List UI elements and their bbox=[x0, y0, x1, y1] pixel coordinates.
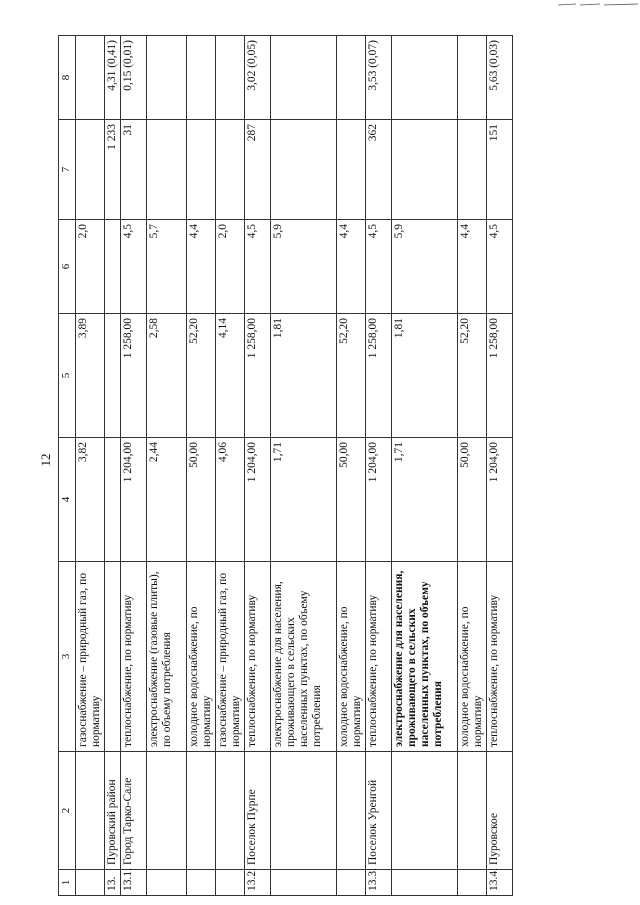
table-cell-col7 bbox=[187, 120, 216, 220]
rotated-table-wrapper bbox=[58, 36, 634, 896]
table-cell-col6: 4,4 bbox=[458, 220, 487, 314]
column-header-row bbox=[59, 36, 76, 896]
table-cell-col2 bbox=[271, 752, 337, 870]
table-row bbox=[487, 36, 513, 896]
table-cell-col4: 3,82 bbox=[76, 438, 105, 562]
table-cell-col4: 2,44 bbox=[147, 438, 187, 562]
table-row bbox=[392, 36, 458, 896]
table-cell-col1 bbox=[337, 870, 366, 896]
table-cell-col5: 1,81 bbox=[271, 314, 337, 438]
corner-scribble bbox=[556, 0, 640, 8]
table-cell-col3: теплоснабжение, по нормативу bbox=[245, 562, 271, 752]
table-cell-col3: электроснабжение для населения, проживающего в сельских населенных пунктах, по объему потребления bbox=[392, 562, 458, 752]
table-cell-col2 bbox=[76, 752, 105, 870]
table-cell-col3: холодное водоснабжение, по нормативу bbox=[458, 562, 487, 752]
table-cell-col6: 2,0 bbox=[216, 220, 245, 314]
table-cell-col5: 2,58 bbox=[147, 314, 187, 438]
table-cell-col6: 2,0 bbox=[76, 220, 105, 314]
column-header: 5 bbox=[59, 314, 76, 438]
table-row bbox=[271, 36, 337, 896]
table-cell-col2: Пуровский район bbox=[105, 752, 121, 870]
table-cell-col1 bbox=[187, 870, 216, 896]
table-cell-col6: 5,9 bbox=[271, 220, 337, 314]
table-cell-col7 bbox=[392, 120, 458, 220]
table-cell-col7: 1 233 bbox=[105, 120, 121, 220]
table-cell-col2 bbox=[458, 752, 487, 870]
column-header: 3 bbox=[59, 562, 76, 752]
table-cell-col4: 1,71 bbox=[392, 438, 458, 562]
table-cell-col4: 4,06 bbox=[216, 438, 245, 562]
table-cell-col3: теплоснабжение, по нормативу bbox=[487, 562, 513, 752]
table-row bbox=[121, 36, 147, 896]
table-cell-col2 bbox=[147, 752, 187, 870]
table-cell-col2: Пуровское bbox=[487, 752, 513, 870]
table-cell-col6: 5,7 bbox=[147, 220, 187, 314]
table-row bbox=[76, 36, 105, 896]
table-cell-col3: газоснабжение – природный газ, по нормативу bbox=[216, 562, 245, 752]
table-cell-col5: 1 258,00 bbox=[245, 314, 271, 438]
table-cell-col4 bbox=[105, 438, 121, 562]
table-row bbox=[105, 36, 121, 896]
table-cell-col8 bbox=[271, 36, 337, 120]
table-cell-col6: 4,4 bbox=[337, 220, 366, 314]
table-cell-col1 bbox=[76, 870, 105, 896]
column-header: 8 bbox=[59, 36, 76, 120]
tariff-table bbox=[58, 35, 513, 896]
table-cell-col5: 1,81 bbox=[392, 314, 458, 438]
table-cell-col6: 4,5 bbox=[487, 220, 513, 314]
table-cell-col5: 52,20 bbox=[458, 314, 487, 438]
table-cell-col7 bbox=[271, 120, 337, 220]
table-cell-col6: 4,4 bbox=[187, 220, 216, 314]
table-cell-col3: холодное водоснабжение, по нормативу bbox=[337, 562, 366, 752]
table-cell-col5: 3,89 bbox=[76, 314, 105, 438]
table-cell-col5: 1 258,00 bbox=[487, 314, 513, 438]
table-cell-col7 bbox=[76, 120, 105, 220]
table-cell-col5 bbox=[105, 314, 121, 438]
table-cell-col3: электроснабжение (газовые плиты), по объему потребления bbox=[147, 562, 187, 752]
table-cell-col8: 5,63 (0,03) bbox=[487, 36, 513, 120]
table-cell-col2: Город Тарко-Сале bbox=[121, 752, 147, 870]
table-cell-col7 bbox=[216, 120, 245, 220]
table-cell-col2 bbox=[337, 752, 366, 870]
table-cell-col8 bbox=[458, 36, 487, 120]
table-row bbox=[245, 36, 271, 896]
table-cell-col6: 4,5 bbox=[245, 220, 271, 314]
table-cell-col3: электроснабжение для населения, проживающего в сельских населенных пунктах, по объему потребления bbox=[271, 562, 337, 752]
table-cell-col8 bbox=[76, 36, 105, 120]
table-cell-col4: 1,71 bbox=[271, 438, 337, 562]
table-cell-col5: 1 258,00 bbox=[121, 314, 147, 438]
table-row bbox=[216, 36, 245, 896]
table-cell-col1: 13.1. bbox=[121, 870, 147, 896]
table-cell-col7: 287 bbox=[245, 120, 271, 220]
table-row bbox=[366, 36, 392, 896]
table-cell-col6: 4,5 bbox=[121, 220, 147, 314]
table-cell-col8 bbox=[216, 36, 245, 120]
table-cell-col2: Поселок Пурпе bbox=[245, 752, 271, 870]
table-cell-col1 bbox=[458, 870, 487, 896]
table-cell-col6: 5,9 bbox=[392, 220, 458, 314]
table-cell-col7: 151 bbox=[487, 120, 513, 220]
table-cell-col8 bbox=[147, 36, 187, 120]
table-cell-col1: 13. bbox=[105, 870, 121, 896]
column-header: 2 bbox=[59, 752, 76, 870]
table-cell-col8: 0,15 (0,01) bbox=[121, 36, 147, 120]
table-cell-col6 bbox=[105, 220, 121, 314]
table-cell-col4: 50,00 bbox=[187, 438, 216, 562]
table-cell-col5: 4,14 bbox=[216, 314, 245, 438]
column-header: 1 bbox=[59, 870, 76, 896]
table-cell-col1: 13.2. bbox=[245, 870, 271, 896]
table-cell-col1 bbox=[392, 870, 458, 896]
table-cell-col1: 13.3. bbox=[366, 870, 392, 896]
table-cell-col7: 362 bbox=[366, 120, 392, 220]
table-cell-col3: холодное водоснабжение, по нормативу bbox=[187, 562, 216, 752]
table-cell-col7 bbox=[147, 120, 187, 220]
table-cell-col1 bbox=[271, 870, 337, 896]
table-cell-col4: 1 204,00 bbox=[245, 438, 271, 562]
table-row bbox=[458, 36, 487, 896]
table-cell-col7 bbox=[337, 120, 366, 220]
table-cell-col8: 4,31 (0,41) bbox=[105, 36, 121, 120]
table-cell-col8 bbox=[392, 36, 458, 120]
table-cell-col5: 52,20 bbox=[337, 314, 366, 438]
table-cell-col1 bbox=[216, 870, 245, 896]
table-cell-col4: 50,00 bbox=[337, 438, 366, 562]
page-number: 12 bbox=[38, 453, 53, 467]
table-cell-col2: Поселок Уренгой bbox=[366, 752, 392, 870]
table-cell-col8 bbox=[337, 36, 366, 120]
table-cell-col4: 1 204,00 bbox=[487, 438, 513, 562]
column-header: 7 bbox=[59, 120, 76, 220]
table-cell-col6: 4,5 bbox=[366, 220, 392, 314]
table-cell-col8: 3,53 (0,07) bbox=[366, 36, 392, 120]
table-cell-col2 bbox=[392, 752, 458, 870]
table-cell-col7: 31 bbox=[121, 120, 147, 220]
table-cell-col8: 3,02 (0,05) bbox=[245, 36, 271, 120]
table-cell-col3: газоснабжение – природный газ, по нормативу bbox=[76, 562, 105, 752]
column-header: 4 bbox=[59, 438, 76, 562]
table-cell-col8 bbox=[187, 36, 216, 120]
table-stage bbox=[58, 36, 640, 891]
table-cell-col4: 50,00 bbox=[458, 438, 487, 562]
table-cell-col3: теплоснабжение, по нормативу bbox=[366, 562, 392, 752]
table-cell-col1 bbox=[147, 870, 187, 896]
column-header: 6 bbox=[59, 220, 76, 314]
table-cell-col2 bbox=[187, 752, 216, 870]
table-cell-col4: 1 204,00 bbox=[121, 438, 147, 562]
table-row bbox=[337, 36, 366, 896]
table-cell-col7 bbox=[458, 120, 487, 220]
table-cell-col5: 1 258,00 bbox=[366, 314, 392, 438]
table-cell-col5: 52,20 bbox=[187, 314, 216, 438]
table-row bbox=[147, 36, 187, 896]
table-row bbox=[187, 36, 216, 896]
table-cell-col3 bbox=[105, 562, 121, 752]
table-cell-col1: 13.4. bbox=[487, 870, 513, 896]
table-cell-col4: 1 204,00 bbox=[366, 438, 392, 562]
table-cell-col3: теплоснабжение, по нормативу bbox=[121, 562, 147, 752]
table-cell-col2 bbox=[216, 752, 245, 870]
